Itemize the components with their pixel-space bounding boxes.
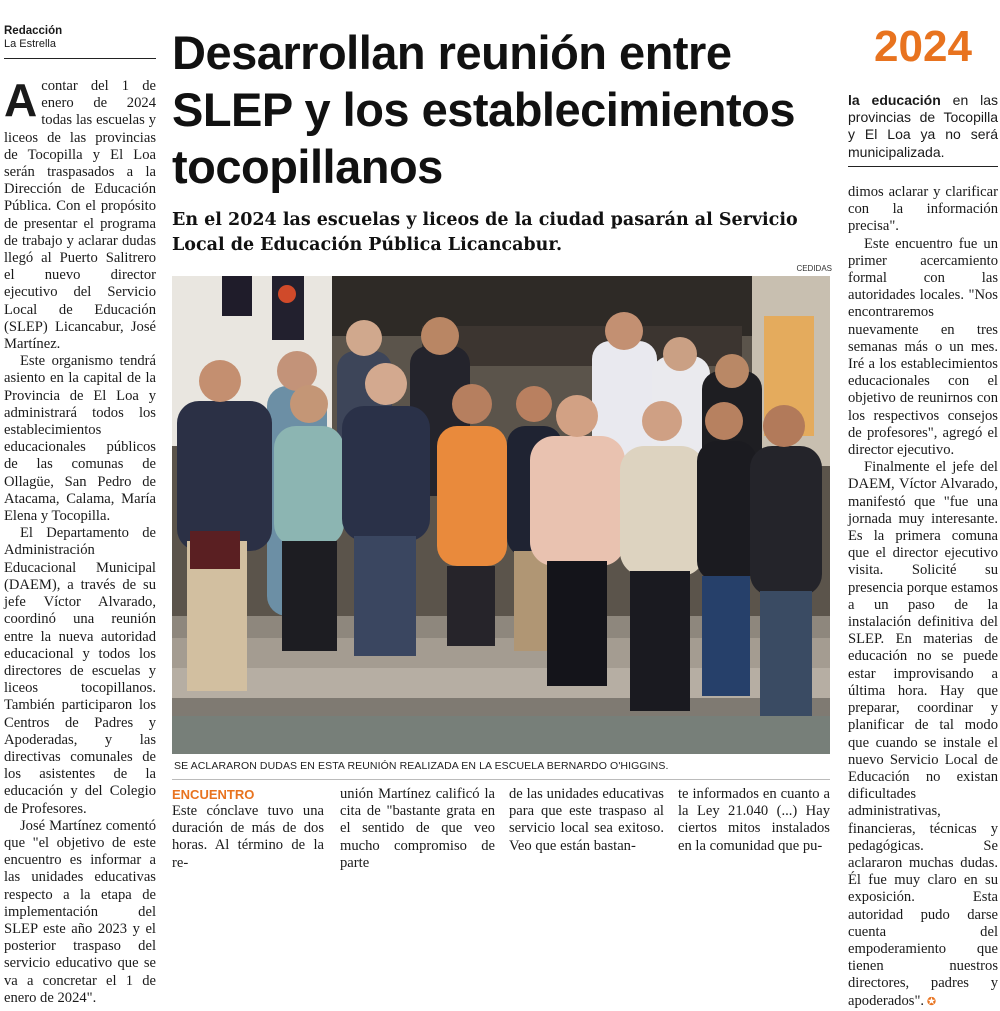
left-paragraph-3: El Departamento de Administración Educacional Municipal (DAEM), a través de su jefe Víctor Alvarado, coordinó una reunión entre la nueva autoridad educacional y todos los directores de escuelas y liceos tocopillanos. También participaron los Centros de Padres y Apoderadas, y las directivas comunales de los asistentes de la educación y del Colegio de Profesores.: [4, 525, 156, 817]
sidebar-fact-bold: la educación: [848, 92, 941, 108]
group-photo-illustration: [172, 276, 830, 754]
bottom-column-2: unión Martínez calificó la cita de "bastante grata en el sentido de que veo mucho compromiso de parte: [340, 786, 495, 871]
left-paragraph-2: Este organismo tendrá asiento en la capital de la Provincia de El Loa y administrará todos los establecimientos educacionales públicos de las comunas de Ollagüe, San Pedro de Atacama, Calama, María Elena y Tocopilla.: [4, 353, 156, 525]
right-paragraph-3: Finalmente el jefe del DAEM, Víctor Alvarado, manifestó que "fue una jornada muy interesante. Es la primera comuna que el director ejecutivo visita. Solicité su presencia porque estamos a un paso de la instalación definitiva del SLEP. En materias de educación no se puede estar improvisando a última hora. Hay que preparar, coordinar y planificar de tal modo que cuando se instale el nuevo Servicio Local de Educación no existan dificultades administrativas, financieras, técnicas y pedagógicas. Se aclararon muchas dudas. Él fue muy claro en su exposición. Esta autoridad pudo darse cuenta del empoderamiento que tienen nuestros directores, padres y apoderados". ✪: [848, 459, 998, 1009]
bottom-column-4: te informados en cuanto a la Ley 21.040 (...) Hay ciertos mitos instalados en la comunidad que pu-: [678, 786, 830, 854]
photo-credit: CEDIDAS: [796, 264, 832, 273]
right-paragraph-2: Este encuentro fue un primer acercamiento formal con las autoridades locales. "Nos encontraremos nuevamente en tres semanas más o un mes. Iré a los establecimientos educacionales con el objetivo de reunirnos con los respectivos consejos de profesores", agregó el director ejecutivo.: [848, 235, 998, 459]
group-photo: [172, 276, 830, 754]
headline: Desarrollan reunión entre SLEP y los establecimientos tocopillanos: [172, 26, 795, 193]
left-column: [4, 74, 156, 1007]
byline-rule: [4, 58, 156, 59]
byline-source: La Estrella: [4, 38, 56, 50]
photo-caption: SE ACLARARON DUDAS EN ESTA REUNIÓN REALIZADA EN LA ESCUELA BERNARDO O'HIGGINS.: [174, 760, 669, 772]
right-paragraph-1: dimos aclarar y clarificar con la información precisa".: [848, 184, 998, 235]
byline: [4, 25, 154, 51]
sidebar-year: 2024: [874, 22, 972, 71]
left-paragraph-1: Acontar del 1 de enero de 2024 todas las escuelas y liceos de las provincias de Tocopilla y El Loa serán traspasados a la Dirección de Educación Pública. Con el propósito de presentar el programa de trabajo y aclarar dudas llegó al Puerto Salitrero el nuevo director ejecutivo del Servicio Local de Educación (SLEP) Licancabur, José Martínez.: [4, 74, 156, 353]
dropcap: A: [4, 74, 38, 126]
sidebar-fact: [848, 92, 998, 161]
sidebar-fact-rest: en las provincias de Tocopilla y El Loa ya no será municipalizada.: [848, 92, 999, 160]
section-kicker: ENCUENTRO: [172, 787, 255, 802]
byline-label: Redacción: [4, 25, 63, 37]
left-paragraph-4: José Martínez comentó que "el objetivo de este encuentro es informar a las unidades educativas respecto a la etapa de implementación del SLEP este año 2023 y el posterior traspaso del servicio educativo que se va a concretar el 1 de enero de 2024".: [4, 817, 156, 1006]
bottom-column-1: Este cónclave tuvo una duración de más de dos horas. Al término de la re-: [172, 803, 324, 871]
caption-rule: [172, 779, 830, 780]
deck: En el 2024 las escuelas y liceos de la ciudad pasarán al Servicio Local de Educación Pública Licancabur.: [172, 210, 798, 255]
right-column: [848, 184, 998, 1011]
end-mark-icon: ✪: [924, 995, 937, 1008]
sidebar-rule: [848, 166, 998, 167]
bottom-column-3: de las unidades educativas para que este traspaso al servicio local sea exitoso. Veo que están bastan-: [509, 786, 664, 854]
